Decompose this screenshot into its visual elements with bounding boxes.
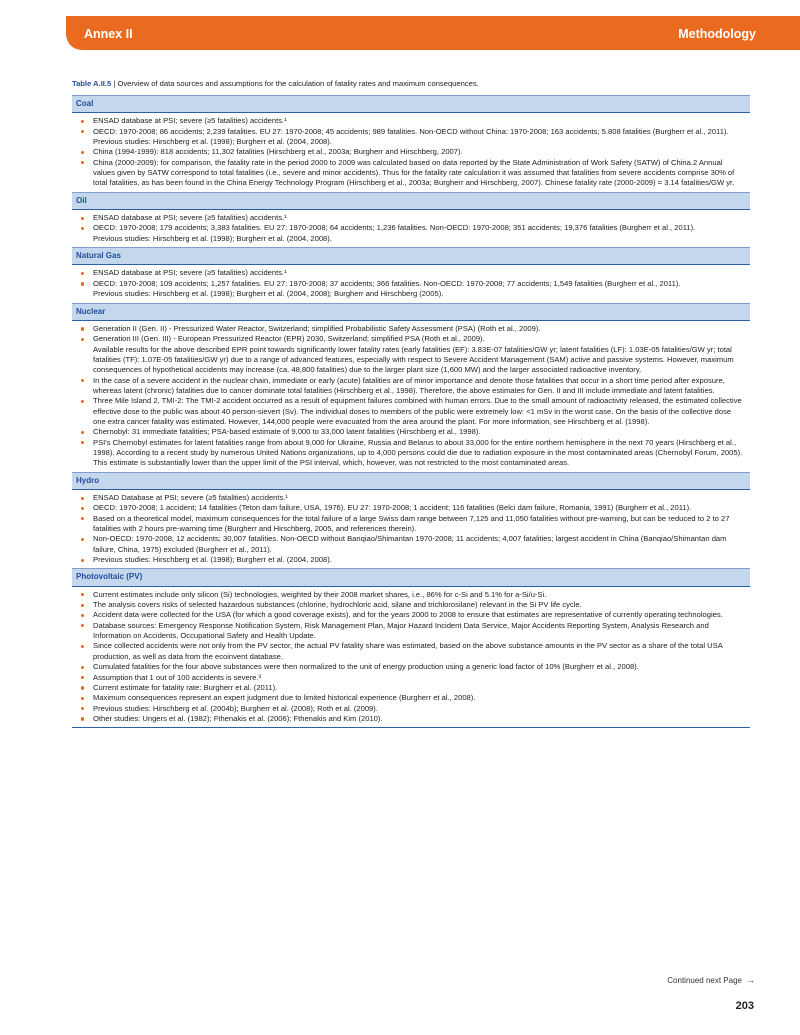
bullet-item: OECD: 1970-2008; 86 accidents; 2,239 fatalities. EU 27: 1970-2008; 45 accidents; 989 fatalities. Non-OECD without China: 1970-2008; 163 accidents; 5.808 fatalities (Burgherr et al., 2011). (76, 127, 744, 137)
bullet-item: Since collected accidents were not only from the PV sector, the actual PV fatality share was estimated, based on the above substance amounts in the PV sector as a share of the total USA production, as well as data from the ecoinvent database. (76, 641, 744, 662)
bullet-continuation: Available results for the above described EPR point towards significantly lower fatality rates (early fatalities (EF): 3.83E-07 fatalities/GW yr; latent fatalities (LF): 1.03E-05 fatalities/GW yr; total fatalities (TF): 1.07E-05 fatalities/GW yr) due to a range of advanced features, especially with respect to Severe Accident Management (SAM) active and passive systems. However, maximum consequences of hypothetical accidents may increase (ca. 48,800 fatalities) due to the larger plant size (1,600 MW) and the larger associated radioactive inventory. (93, 344, 734, 375)
bullet-item: ENSAD database at PSI; severe (≥5 fatalities) accidents.¹ (76, 116, 744, 126)
bullet-continuation: Previous studies: Hirschberg et al. (1998); Burgherr et al. (2004, 2008); Burgherr and Hirschberg (2005). (93, 289, 444, 299)
bullet-item: Cumulated fatalities for the four above substances were then normalized to the unit of energy production using a generic load factor of 10% (Burgherr et al., 2008). (76, 662, 744, 672)
bullet-item: PSI's Chernobyl estimates for latent fatalities range from about 9,000 for Ukraine, Russia and Belarus to about 33,000 for the entire northern hemisphere in the next 70 years (Hirschberg et al., 1998). According to a recent study by numerous United Nations organizations, up to 4,000 persons could die due to radiation exposure in the most contaminated areas (Chernobyl Forum, 2005). This estimate is substantially lower than the upper limit of the PSI interval, which, however, was not restricted to the most contaminated areas. (76, 438, 744, 469)
continued-text: Continued next Page (667, 976, 742, 985)
bullet-item: Non-OECD: 1970-2008; 12 accidents; 30,007 fatalities. Non-OECD without Banqiao/Shimantan 1970-2008; 11 accidents; 4,007 fatalities; largest accident in China (Banqiao/Shimantan dam failure, China, 1975) excluded (Burgherr et al., 2011). (76, 534, 744, 555)
table-caption-separator: | (111, 79, 118, 88)
bullet-item: OECD: 1970-2008; 109 accidents; 1,257 fatalities. EU 27: 1970-2008; 37 accidents; 366 fatalities. Non-OECD: 1970-2008; 77 accidents; 1,549 fatalities (Burgherr et al., 2011). (76, 279, 744, 289)
bullet-item: China (1994-1999): 818 accidents; 11,302 fatalities (Hirschberg et al., 2003a; Burgherr and Hirschberg, 2007). (76, 147, 744, 157)
section-body-oil (72, 210, 750, 247)
section-body-photovoltaic-pv (72, 587, 750, 727)
bullet-item: Maximum consequences represent an expert judgment due to limited historical experience (Burgherr et al., 2008). (76, 693, 744, 703)
section-body-coal (72, 113, 750, 191)
bullet-item: Based on a theoretical model, maximum consequences for the total failure of a large Swiss dam range between 7,125 and 11,050 fatalities without pre-warning, but can be reduced to 2 to 27 fatalities with 2 hours pre-warning time (Burgherr and Hirschberg, 2005, and references therein). (76, 514, 744, 535)
section-title-coal: Coal (72, 95, 750, 113)
section-title-hydro: Hydro (72, 472, 750, 490)
bullet-list (76, 493, 744, 565)
section-body-nuclear (72, 321, 750, 472)
bullet-item: Generation II (Gen. II) - Pressurized Water Reactor, Switzerland; simplified Probabilistic Safety Assessment (PSA) (Roth et al., 2009). (76, 324, 744, 334)
bullet-item: Other studies: Ungers et al. (1982); Fthenakis et al. (2006); Fthenakis and Kim (2010). (76, 714, 744, 724)
bullet-item: OECD: 1970-2008; 1 accident; 14 fatalities (Teton dam failure, USA, 1976). EU 27: 1970-2008; 1 accident; 116 fatalities (Belci dam failure, Romania, 1991) (Burgherr et al., 2011). (76, 503, 744, 513)
section-title-oil: Oil (72, 192, 750, 210)
bullet-item: Generation III (Gen. III) - European Pressurized Reactor (EPR) 2030, Switzerland; simplified PSA (Roth et al., 2009). (76, 334, 744, 344)
bullet-item: In the case of a severe accident in the nuclear chain, immediate or early (acute) fatalities are of minor importance and denote those fatalities that occur in a short time period after exposure, whereas latent (chronic) fatalities due to cancer dominate total fatalities (Hirschberg et al., 1998). Therefore, the above estimates for Gen. II and III include immediate and latent fatalities. (76, 376, 744, 397)
bullet-item: ENSAD database at PSI; severe (≥5 fatalities) accidents.¹ (76, 268, 744, 278)
bullet-item: Previous studies: Hirschberg et al. (2004b); Burgherr et al. (2008); Roth et al. (2009). (76, 704, 744, 714)
bullet-item: Previous studies: Hirschberg et al. (1998); Burgherr et al. (2004, 2008). (76, 555, 744, 565)
page-number: 203 (735, 1000, 754, 1012)
section-body-hydro (72, 490, 750, 568)
bullet-item: OECD: 1970-2008; 179 accidents; 3,383 fatalities. EU 27: 1970-2008; 64 accidents; 1,236 fatalities. Non-OECD: 1970-2008; 351 accidents; 19,376 fatalities (Burgherr et al., 2011). (76, 223, 744, 233)
continued-note (667, 975, 755, 985)
section-body-natural-gas (72, 265, 750, 302)
table-caption-text: Overview of data sources and assumptions for the calculation of fatality rates and maximum consequences. (117, 79, 479, 88)
header-section-label: Annex II (84, 27, 133, 41)
table-caption-label: Table A.II.5 (72, 79, 112, 88)
bullet-continuation: Previous studies: Hirschberg et al. (1998); Burgherr et al. (2004, 2008). (93, 137, 332, 147)
bullet-item: ENSAD Database at PSI; severe (≥5 fatalities) accidents.¹ (76, 493, 744, 503)
page-header (66, 16, 800, 50)
section-title-photovoltaic-pv: Photovoltaic (PV) (72, 568, 750, 586)
bullet-list (76, 268, 744, 299)
bullet-item: Database sources: Emergency Response Notification System, Risk Management Plan, Major Hazard Incident Data Service, Major Accidents Reporting System, Analysis Research and Information on Accidents, Occupational Safety and Health Update. (76, 621, 744, 642)
arrow-right-icon: → (746, 975, 755, 985)
bullet-item: ENSAD database at PSI; severe (≥5 fatalities) accidents.¹ (76, 213, 744, 223)
header-chapter-label: Methodology (678, 27, 756, 41)
table-caption (72, 79, 752, 88)
bullet-item: Chernobyl: 31 immediate fatalities; PSA-based estimate of 9,000 to 33,000 latent fatalities (Hirschberg et al., 1998). (76, 427, 744, 437)
section-title-natural-gas: Natural Gas (72, 247, 750, 265)
bullet-item: Current estimates include only silicon (Si) technologies, weighted by their 2008 market shares, i.e., 86% for c-Si and 5.1% for a-Si/u-Si. (76, 590, 744, 600)
bullet-item: Current estimate for fatality rate: Burgherr et al. (2011). (76, 683, 744, 693)
bullet-list (76, 324, 744, 469)
bullet-item: Assumption that 1 out of 100 accidents is severe.³ (76, 673, 744, 683)
section-title-nuclear: Nuclear (72, 303, 750, 321)
bullet-list (76, 116, 744, 188)
bullet-continuation: Previous studies: Hirschberg et al. (1998); Burgherr et al. (2004, 2008). (93, 233, 332, 243)
bullet-list (76, 213, 744, 244)
bullet-item: Three Mile Island 2, TMI-2: The TMI-2 accident occurred as a result of equipment failures combined with human errors. Due to the small amount of radioactivity released, the estimated collective effective dose to the public was about 40 person-sievert (Sv). The individual doses to members of the public were extremely low: <1 mSv in the worst case. On the basis of the collective dose one extra cancer fatality was estimated. However, 144,000 people were evacuated from the area around the plant. For more information, see Hirschberg et al. (1998). (76, 396, 744, 427)
bullet-item: Accident data were collected for the USA (for which a good coverage exists), and for the years 2000 to 2008 to ensure that estimates are representative of currently operating technologies. (76, 610, 744, 620)
data-sources-table (72, 95, 750, 728)
bullet-list (76, 590, 744, 724)
bullet-item: China (2000-2009): for comparison, the fatality rate in the period 2000 to 2009 was calculated based on data reported by the State Administration of Work Safety (SATW) of China.2 Annual values given by SATW correspond to total fatalities (i.e., severe and minor accidents). Thus for the fatality rate calculation it was assumed that fatalities from severe accidents comprise 30% of total fatalities, as has been found in the China Energy Technology Program (Hirschberg et al., 2003a; Burgherr and Hirschberg, 2007). Chinese fatality rate (2000-2009) = 3.14 fatalities/GW yr. (76, 158, 744, 189)
bullet-item: The analysis covers risks of selected hazardous substances (chlorine, hydrochloric acid, silane and trichlorosilane) relevant in the Si PV life cycle. (76, 600, 744, 610)
